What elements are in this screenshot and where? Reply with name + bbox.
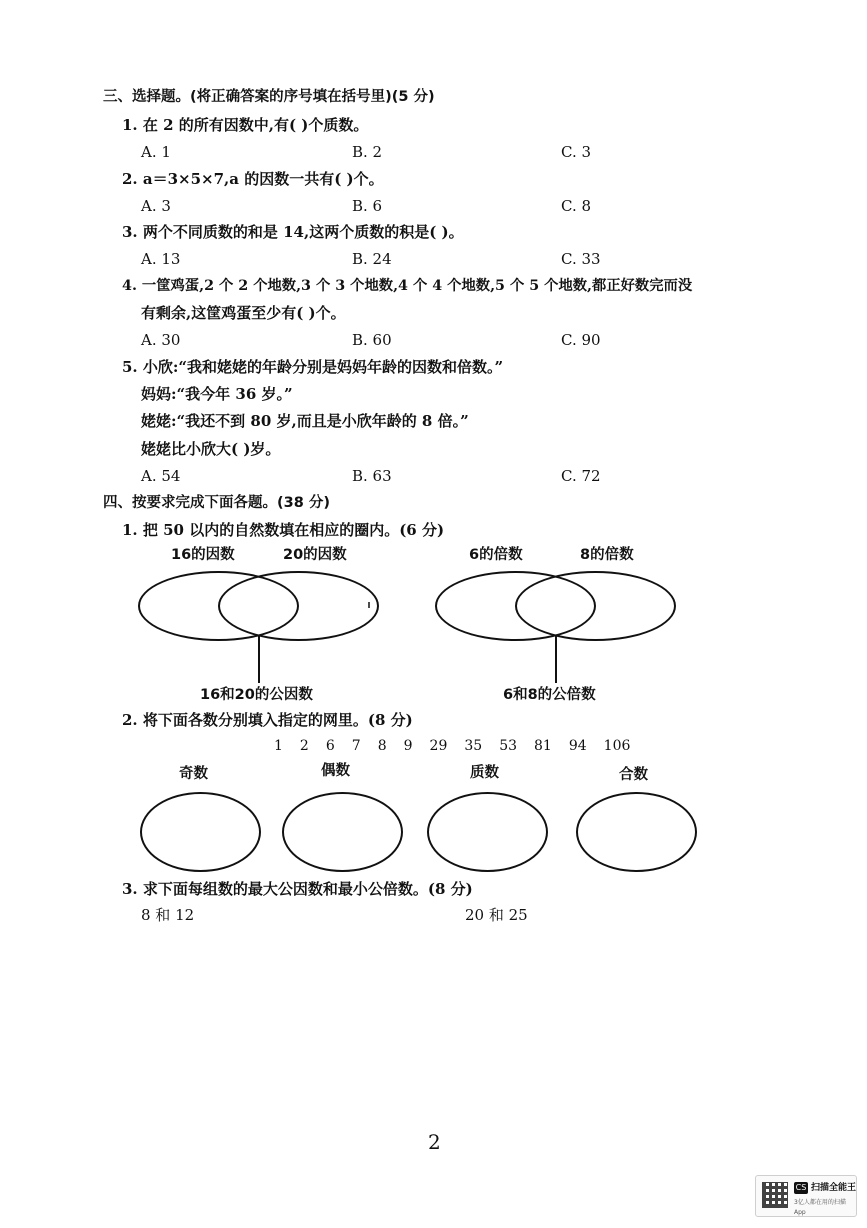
scanner-brand: 扫描全能王: [811, 1183, 857, 1193]
gcd-lcm-group-2: 20 和 25: [465, 906, 528, 924]
cs-logo-icon: CS: [795, 1183, 807, 1192]
circle-label-even: 偶数: [321, 763, 350, 779]
circle-label-prime: 质数: [470, 765, 499, 781]
scanner-slogan: 3亿人都在用的扫描App: [794, 1199, 846, 1216]
q3-option-c: C. 33: [561, 250, 601, 268]
number-item: 81: [534, 738, 552, 754]
qr-code-icon: [762, 1182, 788, 1208]
number-item: 8: [377, 738, 387, 754]
q1-option-b: B. 2: [352, 143, 383, 161]
number-item: 6: [325, 738, 335, 754]
q1-option-a: A. 1: [141, 143, 171, 161]
q3-option-b: B. 24: [352, 250, 392, 268]
prime-circle: [427, 792, 548, 872]
q4-option-c: C. 90: [561, 331, 601, 349]
q5-line3: 姥姥:“我还不到 80 岁,而且是小欣年龄的 8 倍。”: [141, 412, 469, 430]
q2-stem: 2. a＝3×5×7,a 的因数一共有( )个。: [122, 170, 384, 188]
q4-option-a: A. 30: [141, 331, 181, 349]
q1-option-c: C. 3: [561, 143, 592, 161]
circle-label-composite: 合数: [619, 767, 648, 783]
venn-left-label-a: 16的因数: [171, 547, 235, 563]
venn-left-intersection-label: 16和20的公因数: [200, 687, 313, 703]
q3-option-a: A. 13: [141, 250, 181, 268]
q5-line2: 妈妈:“我今年 36 岁。”: [141, 385, 293, 403]
number-item: 9: [403, 738, 413, 754]
number-item: 29: [429, 738, 448, 754]
q2-option-a: A. 3: [141, 197, 171, 215]
q5-line1: 5. 小欣:“我和姥姥的年龄分别是妈妈年龄的因数和倍数。”: [122, 358, 504, 376]
odd-circle: [140, 792, 261, 872]
q5-line4: 姥姥比小欣大( )岁。: [141, 440, 281, 458]
q2-option-c: C. 8: [561, 197, 592, 215]
venn-right-label-a: 6的倍数: [469, 547, 523, 563]
number-item: 7: [351, 738, 361, 754]
q5-option-a: A. 54: [141, 467, 181, 485]
number-item: 94: [568, 738, 587, 754]
number-item: 106: [603, 738, 631, 754]
q2-option-b: B. 6: [352, 197, 383, 215]
venn-right-label-b: 8的倍数: [580, 547, 634, 563]
s4-q2-stem: 2. 将下面各数分别填入指定的网里。(8 分): [122, 711, 413, 729]
scanner-badge: [755, 1175, 857, 1217]
q5-option-b: B. 63: [352, 467, 392, 485]
q5-option-c: C. 72: [561, 467, 601, 485]
q4-stem-line1: 4. 一筐鸡蛋,2 个 2 个地数,3 个 3 个地数,4 个 4 个地数,5 个 5 个地数,都正好数完而没: [122, 278, 693, 294]
page-number: 2: [428, 1130, 441, 1154]
q4-option-b: B. 60: [352, 331, 392, 349]
number-item: 35: [464, 738, 483, 754]
q3-stem: 3. 两个不同质数的和是 14,这两个质数的积是( )。: [122, 223, 464, 241]
number-item: 53: [499, 738, 518, 754]
venn-right-intersection-label: 6和8的公倍数: [503, 687, 596, 703]
even-circle: [282, 792, 403, 872]
number-list: [274, 737, 630, 755]
s4-q3-stem: 3. 求下面每组数的最大公因数和最小公倍数。(8 分): [122, 880, 473, 898]
s4-q1-stem: 1. 把 50 以内的自然数填在相应的圈内。(6 分): [122, 521, 445, 539]
section4-title: 四、按要求完成下面各题。(38 分): [103, 495, 330, 511]
venn-left-label-b: 20的因数: [283, 547, 347, 563]
composite-circle: [576, 792, 697, 872]
number-item: 2: [299, 738, 309, 754]
q1-stem: 1. 在 2 的所有因数中,有( )个质数。: [122, 116, 369, 134]
section3-title: 三、选择题。(将正确答案的序号填在括号里)(5 分): [103, 89, 435, 105]
number-item: 1: [274, 738, 283, 754]
circle-label-odd: 奇数: [179, 766, 208, 782]
q4-stem-line2: 有剩余,这筐鸡蛋至少有( )个。: [141, 304, 346, 322]
gcd-lcm-group-1: 8 和 12: [141, 906, 195, 924]
